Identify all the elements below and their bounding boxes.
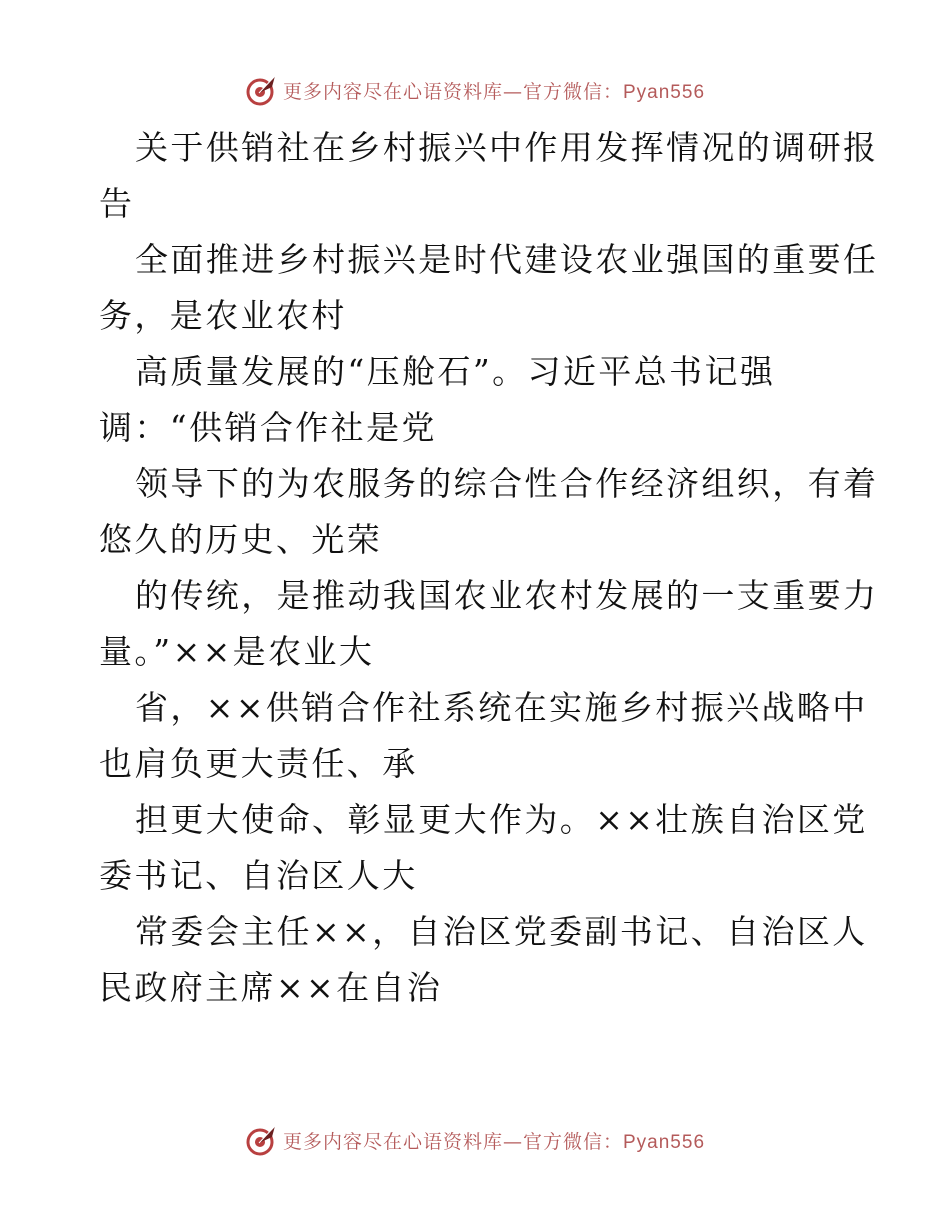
header-banner-account: Pyan556 [623, 81, 706, 103]
paragraph-line: 民政府主席××在自治 [99, 968, 443, 1007]
paragraph-line: 悠久的历史、光荣 [99, 520, 383, 559]
paragraph-line: 领导下的为农服务的综合性合作经济组织，有着 [135, 464, 879, 503]
title-line-1: 关于供销社在乡村振兴中作用发挥情况的调研报 [135, 128, 879, 167]
paragraph-line: 也肩负更大责任、承 [99, 744, 418, 783]
paragraph-line: 调：“供销合作社是党 [99, 408, 437, 447]
paragraph-line: 担更大使命、彰显更大作为。××壮族自治区党 [135, 800, 868, 839]
paragraph-line: 省，××供销合作社系统在实施乡村振兴战略中 [135, 688, 868, 727]
header-banner-text: 更多内容尽在心语资料库—官方微信： [282, 80, 623, 103]
paragraph-line: 量。”××是农业大 [99, 632, 375, 671]
quill-seal-icon [245, 73, 279, 107]
paragraph-line: 的传统，是推动我国农业农村发展的一支重要力 [135, 576, 879, 615]
paragraph-line: 常委会主任××，自治区党委副书记、自治区人 [135, 912, 868, 951]
quill-seal-icon [245, 1123, 279, 1157]
footer-banner [0, 1120, 950, 1160]
footer-banner-text: 更多内容尽在心语资料库—官方微信： [282, 1130, 623, 1153]
paragraph-line: 全面推进乡村振兴是时代建设农业强国的重要任 [135, 240, 879, 279]
paragraph-line: 委书记、自治区人大 [99, 856, 418, 895]
title-line-2: 告 [99, 184, 135, 223]
header-banner [0, 70, 950, 110]
paragraph-line: 高质量发展的“压舱石”。习近平总书记强 [135, 352, 776, 391]
paragraph-line: 务，是农业农村 [99, 296, 347, 335]
document-body [99, 120, 879, 1016]
footer-banner-account: Pyan556 [623, 1131, 706, 1153]
